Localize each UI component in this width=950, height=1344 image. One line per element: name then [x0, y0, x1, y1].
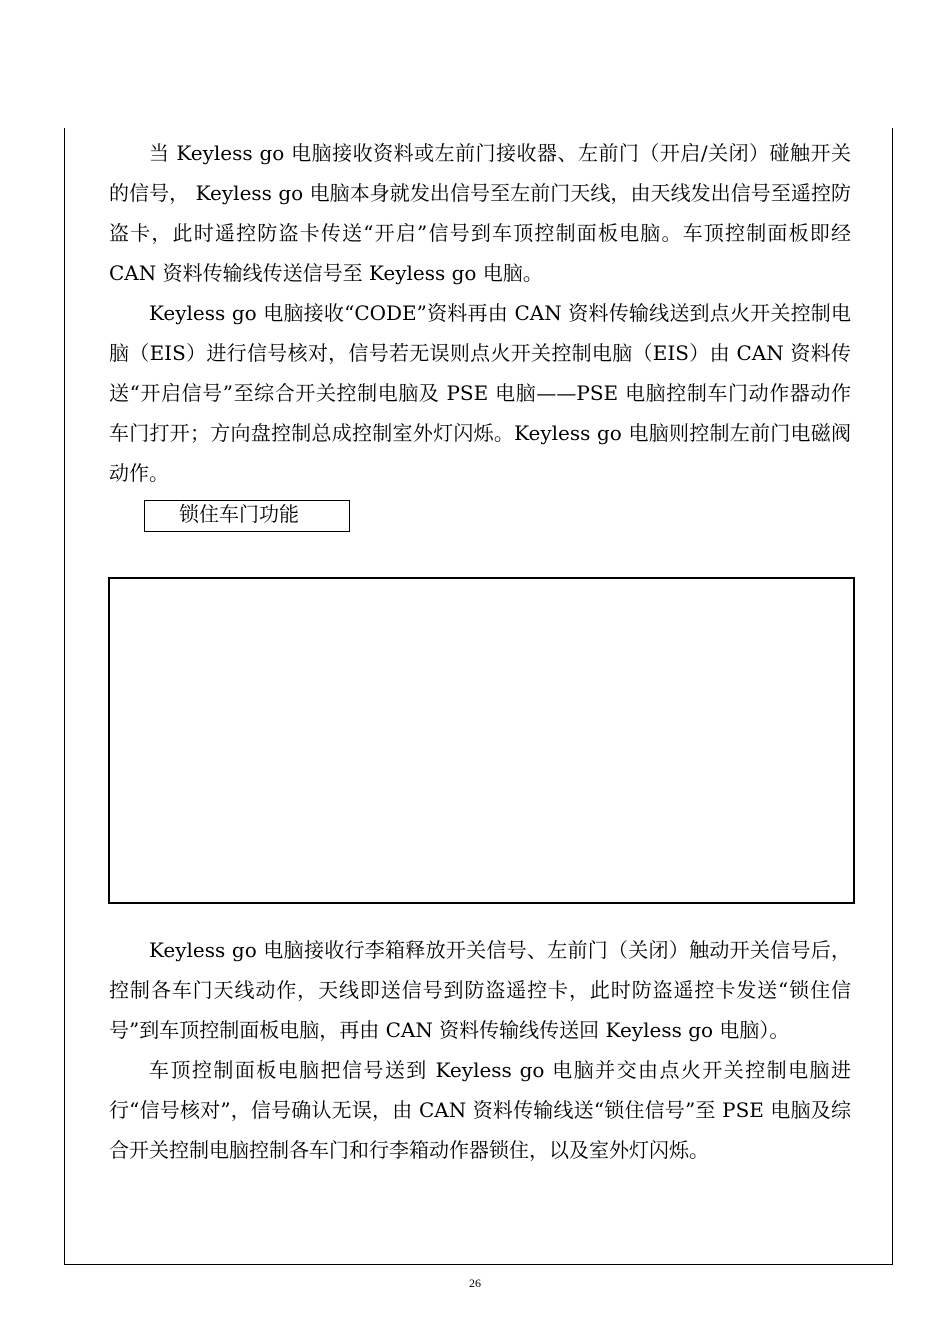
paragraph: 当 Keyless go 电脑接收资料或左前门接收器、左前门（开启/关闭）碰触开关的信号， Keyless go 电脑本身就发出信号至左前门天线，由天线发出信号至遥控防盗卡，此时遥控防盗卡传送“开启”信号到车顶控制面板电脑。车顶控制面板即经 CAN 资料传输线传送信号至 Keyless go 电脑。: [109, 141, 851, 285]
paragraph: 车顶控制面板电脑把信号送到 Keyless go 电脑并交由点火开关控制电脑进行“信号核对”，信号确认无误，由 CAN 资料传输线送“锁住信号”至 PSE 电脑及综合开关控制电脑控制各车门和行李箱动作器锁住，以及室外灯闪烁。: [109, 1058, 851, 1162]
section-lock-text: [109, 930, 851, 1170]
section-heading-lock-doors: 锁住车门功能: [144, 500, 350, 532]
paragraph: Keyless go 电脑接收行李箱释放开关信号、左前门（关闭）触动开关信号后，控制各车门天线动作，天线即送信号到防盗遥控卡，此时防盗遥控卡发送“锁住信号”到车顶控制面板电脑，再由 CAN 资料传输线传送回 Keyless go 电脑）。: [109, 938, 851, 1042]
page-number: 26: [469, 1276, 481, 1290]
paragraph: Keyless go 电脑接收“CODE”资料再由 CAN 资料传输线送到点火开关控制电脑（EIS）进行信号核对，信号若无误则点火开关控制电脑（EIS）由 CAN 资料传送“开启信号”至综合开关控制电脑及 PSE 电脑——PSE 电脑控制车门动作器动作车门打开；方向盘控制总成控制室外灯闪烁。Keyless go 电脑则控制左前门电磁阀动作。: [109, 301, 851, 485]
figure-placeholder: [108, 577, 855, 904]
section-unlock-text: [109, 133, 851, 493]
